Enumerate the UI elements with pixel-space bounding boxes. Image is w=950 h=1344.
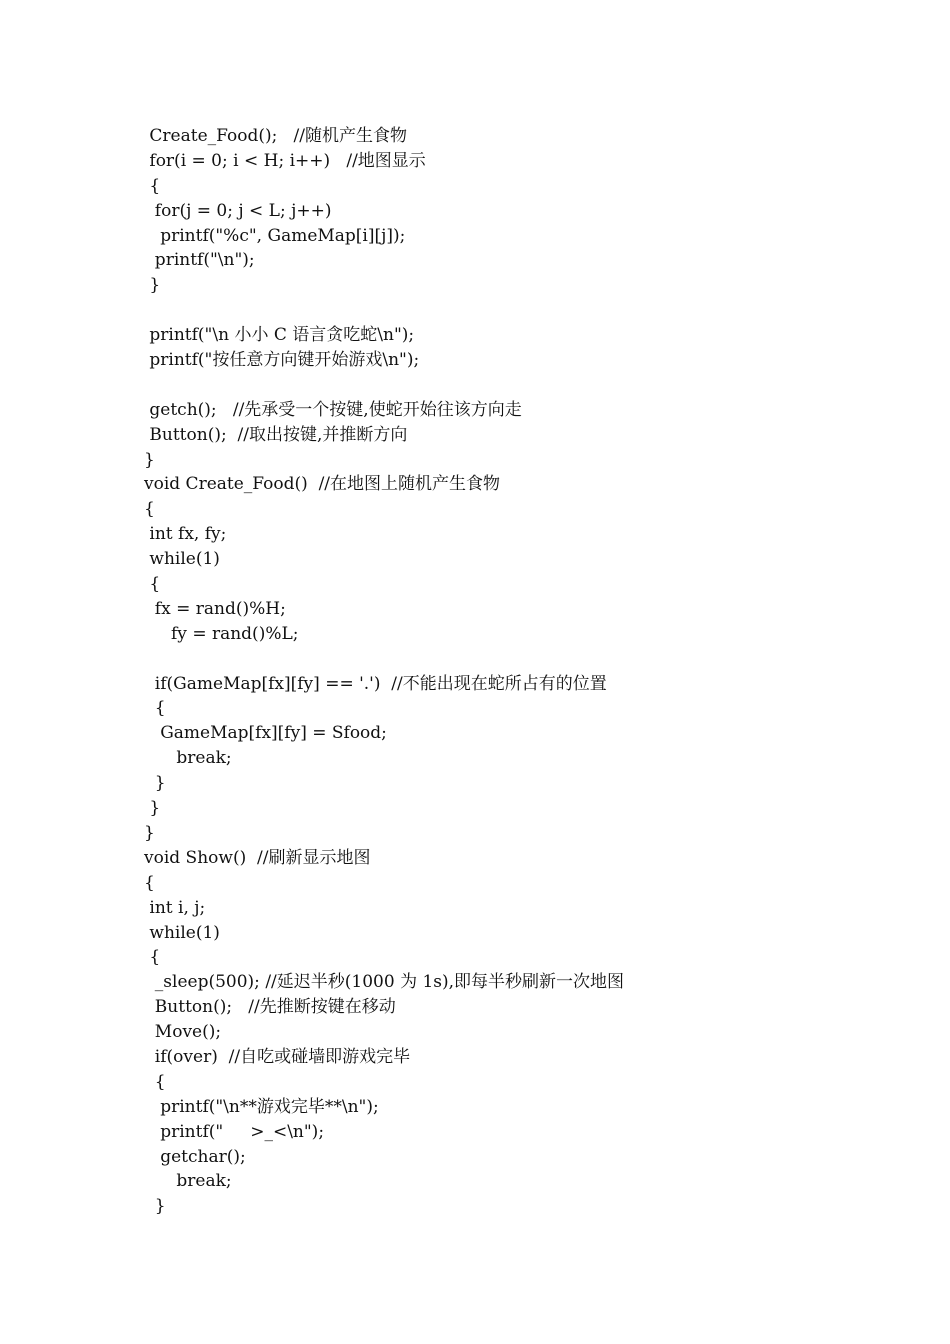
code-line: if(GameMap[fx][fy] == '.') //不能出现在蛇所占有的位置 <box>144 673 607 694</box>
code-line: fx = rand()%H; <box>144 598 286 619</box>
code-block <box>144 124 904 1219</box>
code-line: { <box>144 698 166 719</box>
code-line: printf("%c", GameMap[i][j]); <box>144 225 406 246</box>
code-line: { <box>144 574 161 595</box>
code-line: for(j = 0; j < L; j++) <box>144 200 332 221</box>
code-line: { <box>144 1071 166 1092</box>
code-line: _sleep(500); //延迟半秒(1000 为 1s),即每半秒刷新一次地图 <box>144 972 625 993</box>
code-line: } <box>144 773 166 794</box>
code-line: printf(" >_<\n"); <box>144 1121 325 1142</box>
code-line: printf("\n 小小 C 语言贪吃蛇\n"); <box>144 325 415 346</box>
code-line: { <box>144 499 155 520</box>
code-line: break; <box>144 748 232 769</box>
code-line: Move(); <box>144 1022 222 1043</box>
code-line: int fx, fy; <box>144 524 227 545</box>
code-line: if(over) //自吃或碰墙即游戏完毕 <box>144 1046 411 1067</box>
code-line: } <box>144 449 155 470</box>
code-line <box>144 373 904 398</box>
code-line: printf("\n**游戏完毕**\n"); <box>144 1096 379 1117</box>
code-line: { <box>144 872 155 893</box>
code-line: fy = rand()%L; <box>144 623 299 644</box>
code-line: getch(); //先承受一个按键,使蛇开始往该方向走 <box>144 399 522 420</box>
code-line: void Create_Food() //在地图上随机产生食物 <box>144 474 501 495</box>
code-line: { <box>144 175 161 196</box>
code-line: Button(); //取出按键,并推断方向 <box>144 424 408 445</box>
code-line: printf("\n"); <box>144 250 255 271</box>
code-line: } <box>144 275 161 296</box>
code-line: GameMap[fx][fy] = Sfood; <box>144 723 387 744</box>
code-line: Button(); //先推断按键在移动 <box>144 997 396 1018</box>
code-line: getchar(); <box>144 1146 246 1167</box>
code-line: Create_Food(); //随机产生食物 <box>144 126 408 146</box>
code-line: { <box>144 947 161 968</box>
code-line: void Show() //刷新显示地图 <box>144 847 371 868</box>
code-line: while(1) <box>144 922 220 943</box>
code-line: printf("按任意方向键开始游戏\n"); <box>144 350 420 371</box>
code-line: } <box>144 798 161 819</box>
code-line: int i, j; <box>144 897 206 918</box>
code-line: for(i = 0; i < H; i++) //地图显示 <box>144 150 426 171</box>
code-line: while(1) <box>144 549 220 570</box>
code-line <box>144 298 904 323</box>
code-line: break; <box>144 1171 232 1192</box>
code-line <box>144 647 904 672</box>
code-line: } <box>144 1196 166 1217</box>
code-line: } <box>144 822 155 843</box>
